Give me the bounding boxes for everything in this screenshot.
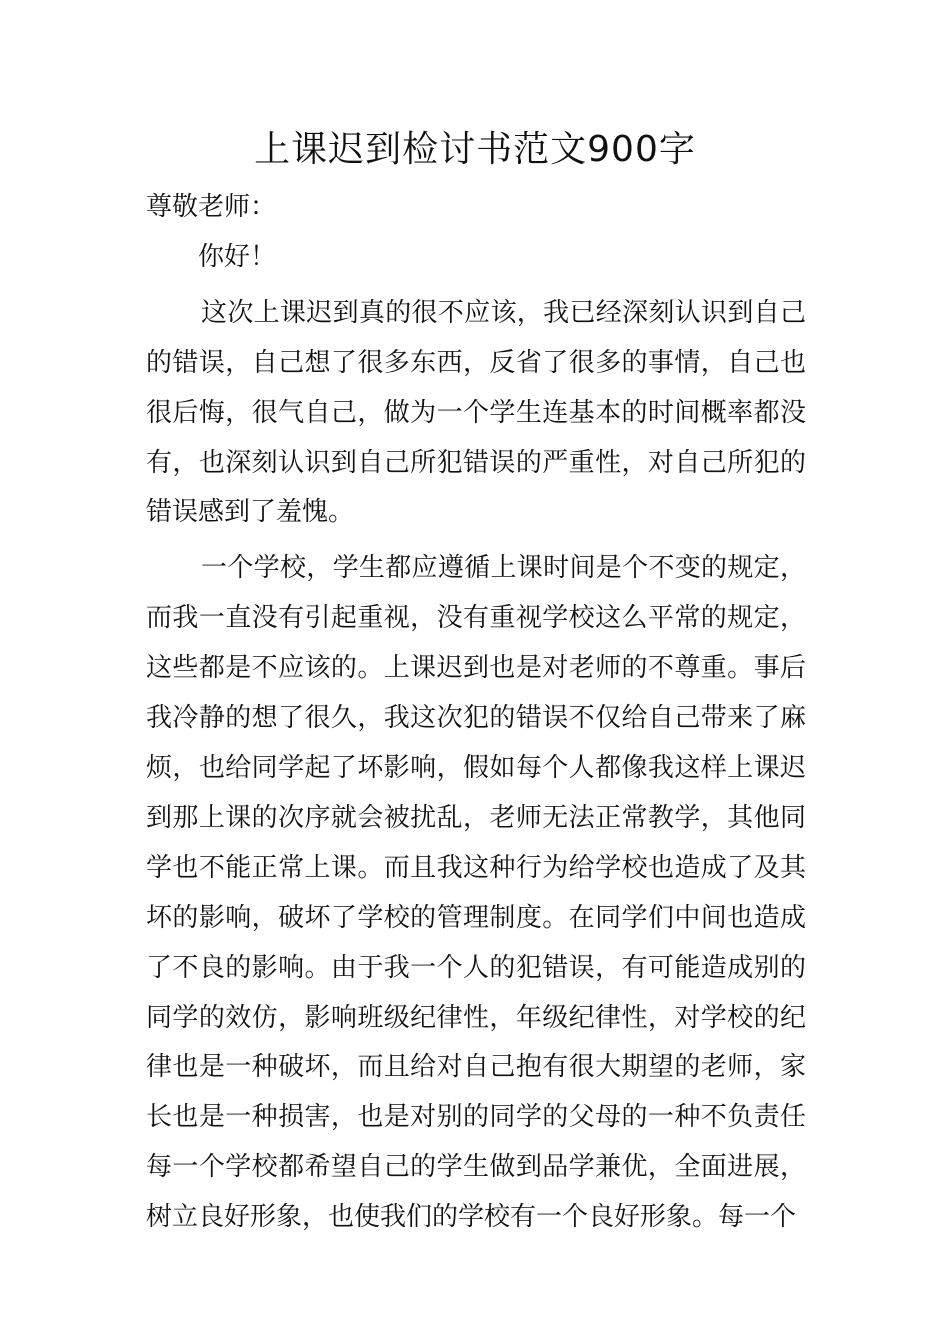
paragraph-2: 一个学校，学生都应遵循上课时间是个不变的规定，而我一直没有引起重视，没有重视学校这么平常的规定，这些都是不应该的。上课迟到也是对老师的不尊重。事后我冷静的想了很久，我这次犯的错误不仅给自己带来了麻烦，也给同学起了坏影响，假如每个人都像我这样上课迟到那上课的次序就会被扰乱，老师无法正常教学，其他同学也不能正常上课。而且我这种行为给学校也造成了及其坏的影响，破坏了学校的管理制度。在同学们中间也造成了不良的影响。由于我一个人的犯错误，有可能造成别的同学的效仿，影响班级纪律性，年级纪律性，对学校的纪律也是一种破坏，而且给对自己抱有很大期望的老师，家长也是一种损害，也是对别的同学的父母的一种不负责任每一个学校都希望自己的学生做到品学兼优，全面进展，树立良好形象，也使我们的学校有一个良好形象。每一个 [146,553,806,1233]
paragraph-1: 这次上课迟到真的很不应该，我已经深刻认识到自己的错误，自己想了很多东西，反省了很多的事情，自己也很后悔，很气自己，做为一个学生连基本的时间概率都没有，也深刻认识到自己所犯错误的严重性，对自己所犯的错误感到了羞愧。 [146,297,806,528]
greeting-line: 你好！ [198,241,277,272]
salutation-line: 尊敬老师： [146,192,277,222]
document-title: 上课迟到检讨书范文900字 [254,129,696,170]
document-body [146,183,806,1249]
